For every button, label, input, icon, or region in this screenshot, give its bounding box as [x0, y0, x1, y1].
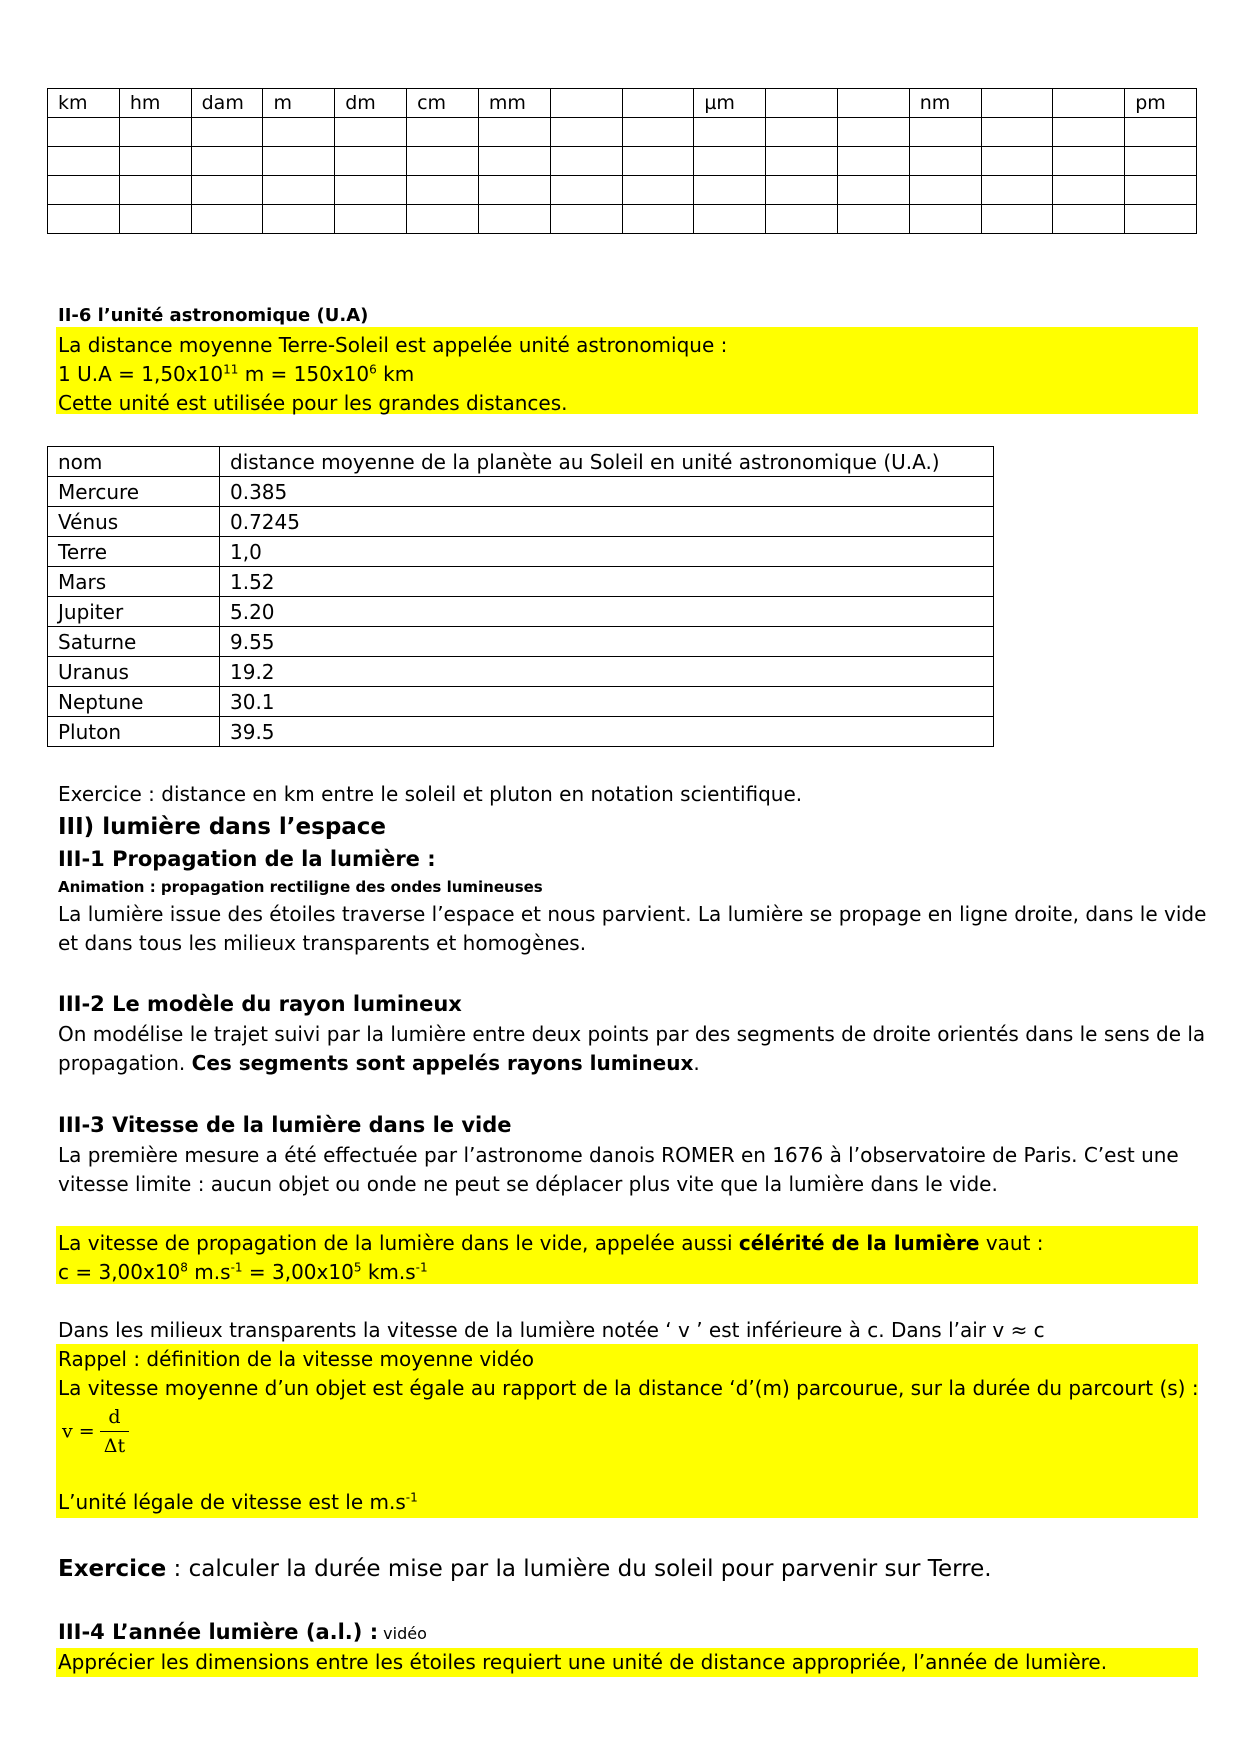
- planet-distance: 19.2: [220, 657, 994, 687]
- unit-empty-cell[interactable]: [119, 176, 191, 205]
- light-year-definition: Apprécier les dimensions entre les étoiles requiert une unité de distance appropriée, l’année de lumière.: [58, 1650, 1108, 1674]
- unit-header-cell: dm: [335, 89, 407, 118]
- unit-empty-cell[interactable]: [335, 118, 407, 147]
- ua-line2: 1 $U.A = 1,50x10^{11}$ $m = 150x10^6$ km: [58, 362, 415, 386]
- rappel-title: Rappel : définition de la vitesse moyenne vidéo: [58, 1347, 534, 1371]
- unit-empty-cell[interactable]: [478, 176, 550, 205]
- planet-name: Mars: [48, 567, 220, 597]
- unit-header-cell: mm: [478, 89, 550, 118]
- unit-empty-cell[interactable]: [694, 147, 766, 176]
- unit-empty-cell[interactable]: [478, 205, 550, 234]
- unit-empty-cell[interactable]: [550, 118, 622, 147]
- unit-empty-cell[interactable]: [909, 118, 981, 147]
- units-empty-row: [48, 205, 1197, 234]
- unit-empty-cell[interactable]: [1053, 205, 1125, 234]
- unit-empty-cell[interactable]: [1125, 118, 1197, 147]
- unit-empty-cell[interactable]: [407, 205, 479, 234]
- unit-empty-cell[interactable]: [191, 205, 263, 234]
- unit-empty-cell[interactable]: [550, 205, 622, 234]
- unit-empty-cell[interactable]: [48, 176, 120, 205]
- units-empty-row: [48, 118, 1197, 147]
- unit-empty-cell[interactable]: [263, 147, 335, 176]
- units-empty-row: [48, 147, 1197, 176]
- unit-header-cell: pm: [1125, 89, 1197, 118]
- unit-empty-cell[interactable]: [407, 176, 479, 205]
- planet-row: [48, 537, 994, 567]
- unit-header-cell: [622, 89, 694, 118]
- unit-empty-cell[interactable]: [191, 176, 263, 205]
- unit-empty-cell[interactable]: [837, 147, 909, 176]
- units-header-row: [48, 89, 1197, 118]
- unit-empty-cell[interactable]: [263, 176, 335, 205]
- section-2-6-title: II-6 l’unité astronomique (U.A): [58, 305, 369, 326]
- unit-header-cell: km: [48, 89, 120, 118]
- planet-distance: 1.52: [220, 567, 994, 597]
- unit-empty-cell[interactable]: [694, 176, 766, 205]
- unit-header-cell: µm: [694, 89, 766, 118]
- planet-distance: 5.20: [220, 597, 994, 627]
- ray-model-p2: propagation. Ces segments sont appelés rayons lumineux.: [58, 1051, 700, 1075]
- planet-name: Neptune: [48, 687, 220, 717]
- unit-empty-cell[interactable]: [335, 176, 407, 205]
- planet-name: Terre: [48, 537, 220, 567]
- section-3-3-title: III-3 Vitesse de la lumière dans le vide: [58, 1113, 512, 1137]
- unit-empty-cell[interactable]: [981, 176, 1053, 205]
- planet-row: [48, 507, 994, 537]
- unit-empty-cell[interactable]: [478, 118, 550, 147]
- unit-empty-cell[interactable]: [981, 205, 1053, 234]
- planet-distance: 1,0: [220, 537, 994, 567]
- ray-model-p1: On modélise le trajet suivi par la lumière entre deux points par des segments de droite orientés dans le sens de la: [58, 1022, 1206, 1046]
- planet-distance-table: [47, 446, 994, 747]
- planet-row: [48, 687, 994, 717]
- planet-distance: 30.1: [220, 687, 994, 717]
- planet-name: Mercure: [48, 477, 220, 507]
- unit-header-cell: [981, 89, 1053, 118]
- unit-empty-cell[interactable]: [694, 205, 766, 234]
- unit-empty-cell[interactable]: [119, 205, 191, 234]
- planet-row: [48, 567, 994, 597]
- ua-line3: Cette unité est utilisée pour les grandes distances.: [58, 391, 568, 415]
- velocity-formula: [62, 1403, 129, 1460]
- planet-name: Jupiter: [48, 597, 220, 627]
- planet-row: [48, 717, 994, 747]
- section-3-title: III) lumière dans l’espace: [58, 814, 387, 840]
- unit-empty-cell[interactable]: [1125, 176, 1197, 205]
- section-3-2-title: III-2 Le modèle du rayon lumineux: [58, 992, 462, 1016]
- unit-empty-cell[interactable]: [766, 205, 838, 234]
- unit-empty-cell[interactable]: [981, 118, 1053, 147]
- unit-empty-cell[interactable]: [191, 118, 263, 147]
- speed-p2: vitesse limite : aucun objet ou onde ne peut se déplacer plus vite que la lumière dans le vide.: [58, 1172, 998, 1196]
- exercise-sun-earth: Exercice : calculer la durée mise par la lumière du soleil pour parvenir sur Terre.: [58, 1556, 992, 1582]
- unit-empty-cell[interactable]: [909, 147, 981, 176]
- planet-distance: 0.385: [220, 477, 994, 507]
- planet-distance: 39.5: [220, 717, 994, 747]
- animation-label: Animation : propagation rectiligne des ondes lumineuses: [58, 878, 543, 896]
- unit-empty-cell[interactable]: [837, 176, 909, 205]
- unit-empty-cell[interactable]: [622, 205, 694, 234]
- planet-name: Uranus: [48, 657, 220, 687]
- unit-header-cell: [550, 89, 622, 118]
- ua-line1: La distance moyenne Terre-Soleil est appelée unité astronomique :: [58, 333, 728, 357]
- unit-header-cell: m: [263, 89, 335, 118]
- planet-name: Vénus: [48, 507, 220, 537]
- unit-header-cell: dam: [191, 89, 263, 118]
- header-distance: distance moyenne de la planète au Soleil en unité astronomique (U.A.): [220, 447, 994, 477]
- section-3-1-title: III-1 Propagation de la lumière :: [58, 847, 436, 871]
- unit-empty-cell[interactable]: [48, 205, 120, 234]
- unit-header-cell: [766, 89, 838, 118]
- rappel-definition: La vitesse moyenne d’un objet est égale au rapport de la distance ‘d’(m) parcourue, sur la durée du parcourt (s) :: [58, 1376, 1199, 1400]
- unit-empty-cell[interactable]: [1053, 118, 1125, 147]
- formula-fraction: [100, 1403, 129, 1460]
- planet-distance: 0.7245: [220, 507, 994, 537]
- unit-empty-cell[interactable]: [837, 205, 909, 234]
- unit-empty-cell[interactable]: [766, 147, 838, 176]
- section-3-4-title: III-4 L’année lumière (a.l.) : vidéo: [58, 1620, 427, 1644]
- unit-empty-cell[interactable]: [550, 147, 622, 176]
- formula-lhs: v =: [62, 1420, 95, 1443]
- unit-header-cell: [837, 89, 909, 118]
- propagation-p2: et dans tous les milieux transparents et homogènes.: [58, 931, 587, 955]
- planet-name: Pluton: [48, 717, 220, 747]
- unit-empty-cell[interactable]: [622, 147, 694, 176]
- unit-empty-cell[interactable]: [550, 176, 622, 205]
- unit-empty-cell[interactable]: [335, 147, 407, 176]
- velocity-unit-line: L’unité légale de vitesse est le $m.s^{-1}$: [58, 1490, 418, 1514]
- unit-empty-cell[interactable]: [335, 205, 407, 234]
- unit-empty-cell[interactable]: [981, 147, 1053, 176]
- unit-empty-cell[interactable]: [1125, 147, 1197, 176]
- unit-header-cell: cm: [407, 89, 479, 118]
- unit-empty-cell[interactable]: [48, 147, 120, 176]
- unit-empty-cell[interactable]: [1053, 147, 1125, 176]
- unit-empty-cell[interactable]: [766, 118, 838, 147]
- unit-empty-cell[interactable]: [1125, 205, 1197, 234]
- unit-header-cell: nm: [909, 89, 981, 118]
- formula-numerator: d: [100, 1403, 129, 1432]
- celerity-line1: La vitesse de propagation de la lumière dans le vide, appelée aussi célérité de la lumière vaut :: [58, 1231, 1044, 1255]
- unit-empty-cell[interactable]: [622, 118, 694, 147]
- unit-header-cell: hm: [119, 89, 191, 118]
- unit-empty-cell[interactable]: [119, 118, 191, 147]
- header-name: nom: [48, 447, 220, 477]
- unit-empty-cell[interactable]: [909, 176, 981, 205]
- unit-empty-cell[interactable]: [407, 118, 479, 147]
- unit-empty-cell[interactable]: [766, 176, 838, 205]
- unit-empty-cell[interactable]: [407, 147, 479, 176]
- unit-empty-cell[interactable]: [909, 205, 981, 234]
- propagation-p1: La lumière issue des étoiles traverse l’espace et nous parvient. La lumière se propage en ligne droite, dans le vide: [58, 902, 1207, 926]
- unit-empty-cell[interactable]: [1053, 176, 1125, 205]
- units-table: [47, 88, 1197, 234]
- speed-p1: La première mesure a été effectuée par l’astronome danois ROMER en 1676 à l’observatoire de Paris. C’est une: [58, 1143, 1179, 1167]
- planet-row: [48, 627, 994, 657]
- planet-table-header: [48, 447, 994, 477]
- unit-empty-cell[interactable]: [119, 147, 191, 176]
- planet-name: Saturne: [48, 627, 220, 657]
- air-speed-line: Dans les milieux transparents la vitesse de la lumière notée ‘ v ’ est inférieure à c. Dans l’air v ≈ c: [58, 1318, 1045, 1342]
- unit-empty-cell[interactable]: [263, 118, 335, 147]
- unit-empty-cell[interactable]: [837, 118, 909, 147]
- unit-header-cell: [1053, 89, 1125, 118]
- unit-empty-cell[interactable]: [263, 205, 335, 234]
- planet-row: [48, 597, 994, 627]
- exercise-pluton: Exercice : distance en km entre le soleil et pluton en notation scientifique.: [58, 782, 803, 806]
- unit-empty-cell[interactable]: [622, 176, 694, 205]
- formula-denominator: Δt: [103, 1435, 126, 1457]
- planet-row: [48, 477, 994, 507]
- unit-empty-cell[interactable]: [478, 147, 550, 176]
- unit-empty-cell[interactable]: [48, 118, 120, 147]
- planet-row: [48, 657, 994, 687]
- units-empty-row: [48, 176, 1197, 205]
- celerity-value: $c = 3,00x10^8$ $m.s^{-1} = 3,00x10^5$ $km.s^{-1}$: [58, 1260, 428, 1284]
- planet-distance: 9.55: [220, 627, 994, 657]
- unit-empty-cell[interactable]: [694, 118, 766, 147]
- unit-empty-cell[interactable]: [191, 147, 263, 176]
